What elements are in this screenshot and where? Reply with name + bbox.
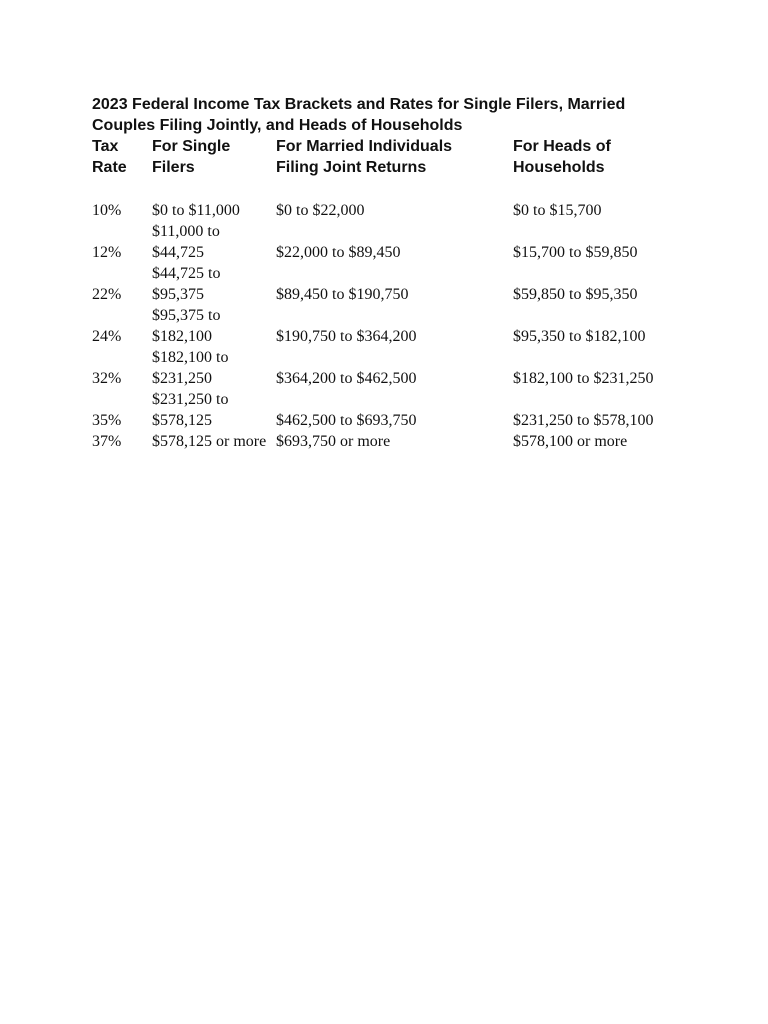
cell-text: $578,125	[152, 412, 212, 429]
single-cell	[152, 389, 274, 431]
rate-cell: 12%	[92, 244, 122, 261]
heads-cell: $231,250 to $578,100	[513, 412, 654, 429]
table-row	[92, 305, 692, 347]
married-cell: $0 to $22,000	[276, 202, 365, 219]
table-body	[92, 200, 692, 452]
cell-text: $95,375 to	[152, 307, 221, 324]
rate-cell: 32%	[92, 370, 122, 387]
cell-text: $11,000 to	[152, 223, 220, 240]
rate-cell: 10%	[92, 202, 122, 219]
single-cell	[152, 263, 274, 305]
single-cell	[152, 347, 274, 389]
table-header-row	[92, 136, 692, 178]
married-cell: $22,000 to $89,450	[276, 244, 401, 261]
table-row	[92, 347, 692, 389]
rate-cell: 24%	[92, 328, 122, 345]
heads-cell: $182,100 to $231,250	[513, 370, 654, 387]
heads-cell: $578,100 or more	[513, 433, 628, 450]
header-tax-rate	[92, 136, 150, 178]
header-married-joint	[276, 136, 511, 178]
cell-text: $182,100	[152, 328, 212, 345]
table-row	[92, 389, 692, 431]
table-row	[92, 263, 692, 305]
married-cell: $693,750 or more	[276, 433, 391, 450]
single-cell	[152, 305, 274, 347]
header-text: Households	[513, 159, 605, 176]
tax-bracket-table	[92, 136, 692, 452]
married-cell: $89,450 to $190,750	[276, 286, 409, 303]
cell-text: $0 to $11,000	[152, 202, 240, 219]
married-cell: $190,750 to $364,200	[276, 328, 417, 345]
single-cell	[152, 431, 274, 452]
cell-text: $231,250 to	[152, 391, 229, 408]
table-row	[92, 221, 692, 263]
title-line: Couples Filing Jointly, and Heads of Households	[92, 117, 463, 134]
header-text: For Married Individuals	[276, 138, 453, 155]
rate-cell: 22%	[92, 286, 122, 303]
document-title	[92, 94, 672, 136]
single-cell	[152, 221, 274, 263]
cell-text: $44,725	[152, 244, 204, 261]
title-line: 2023 Federal Income Tax Brackets and Rates for Single Filers, Married	[92, 96, 626, 113]
heads-cell: $0 to $15,700	[513, 202, 602, 219]
heads-cell: $15,700 to $59,850	[513, 244, 638, 261]
header-text: Rate	[92, 159, 127, 176]
rate-cell: 35%	[92, 412, 122, 429]
header-text: For Single	[152, 138, 231, 155]
header-single-filers	[152, 136, 274, 178]
table-row	[92, 431, 692, 452]
single-cell	[152, 200, 274, 221]
header-text: Tax	[92, 138, 119, 155]
married-cell: $364,200 to $462,500	[276, 370, 417, 387]
married-cell: $462,500 to $693,750	[276, 412, 417, 429]
cell-text: $44,725 to	[152, 265, 221, 282]
cell-text: $182,100 to	[152, 349, 229, 366]
document-page	[92, 94, 692, 452]
header-text: Filers	[152, 159, 195, 176]
cell-text: $231,250	[152, 370, 212, 387]
header-text: For Heads of	[513, 138, 611, 155]
cell-text: $95,375	[152, 286, 204, 303]
header-heads-of-households	[513, 136, 693, 178]
heads-cell: $95,350 to $182,100	[513, 328, 646, 345]
cell-text: $578,125 or more	[152, 433, 267, 450]
heads-cell: $59,850 to $95,350	[513, 286, 638, 303]
rate-cell: 37%	[92, 433, 122, 450]
table-row	[92, 200, 692, 221]
header-text: Filing Joint Returns	[276, 159, 427, 176]
